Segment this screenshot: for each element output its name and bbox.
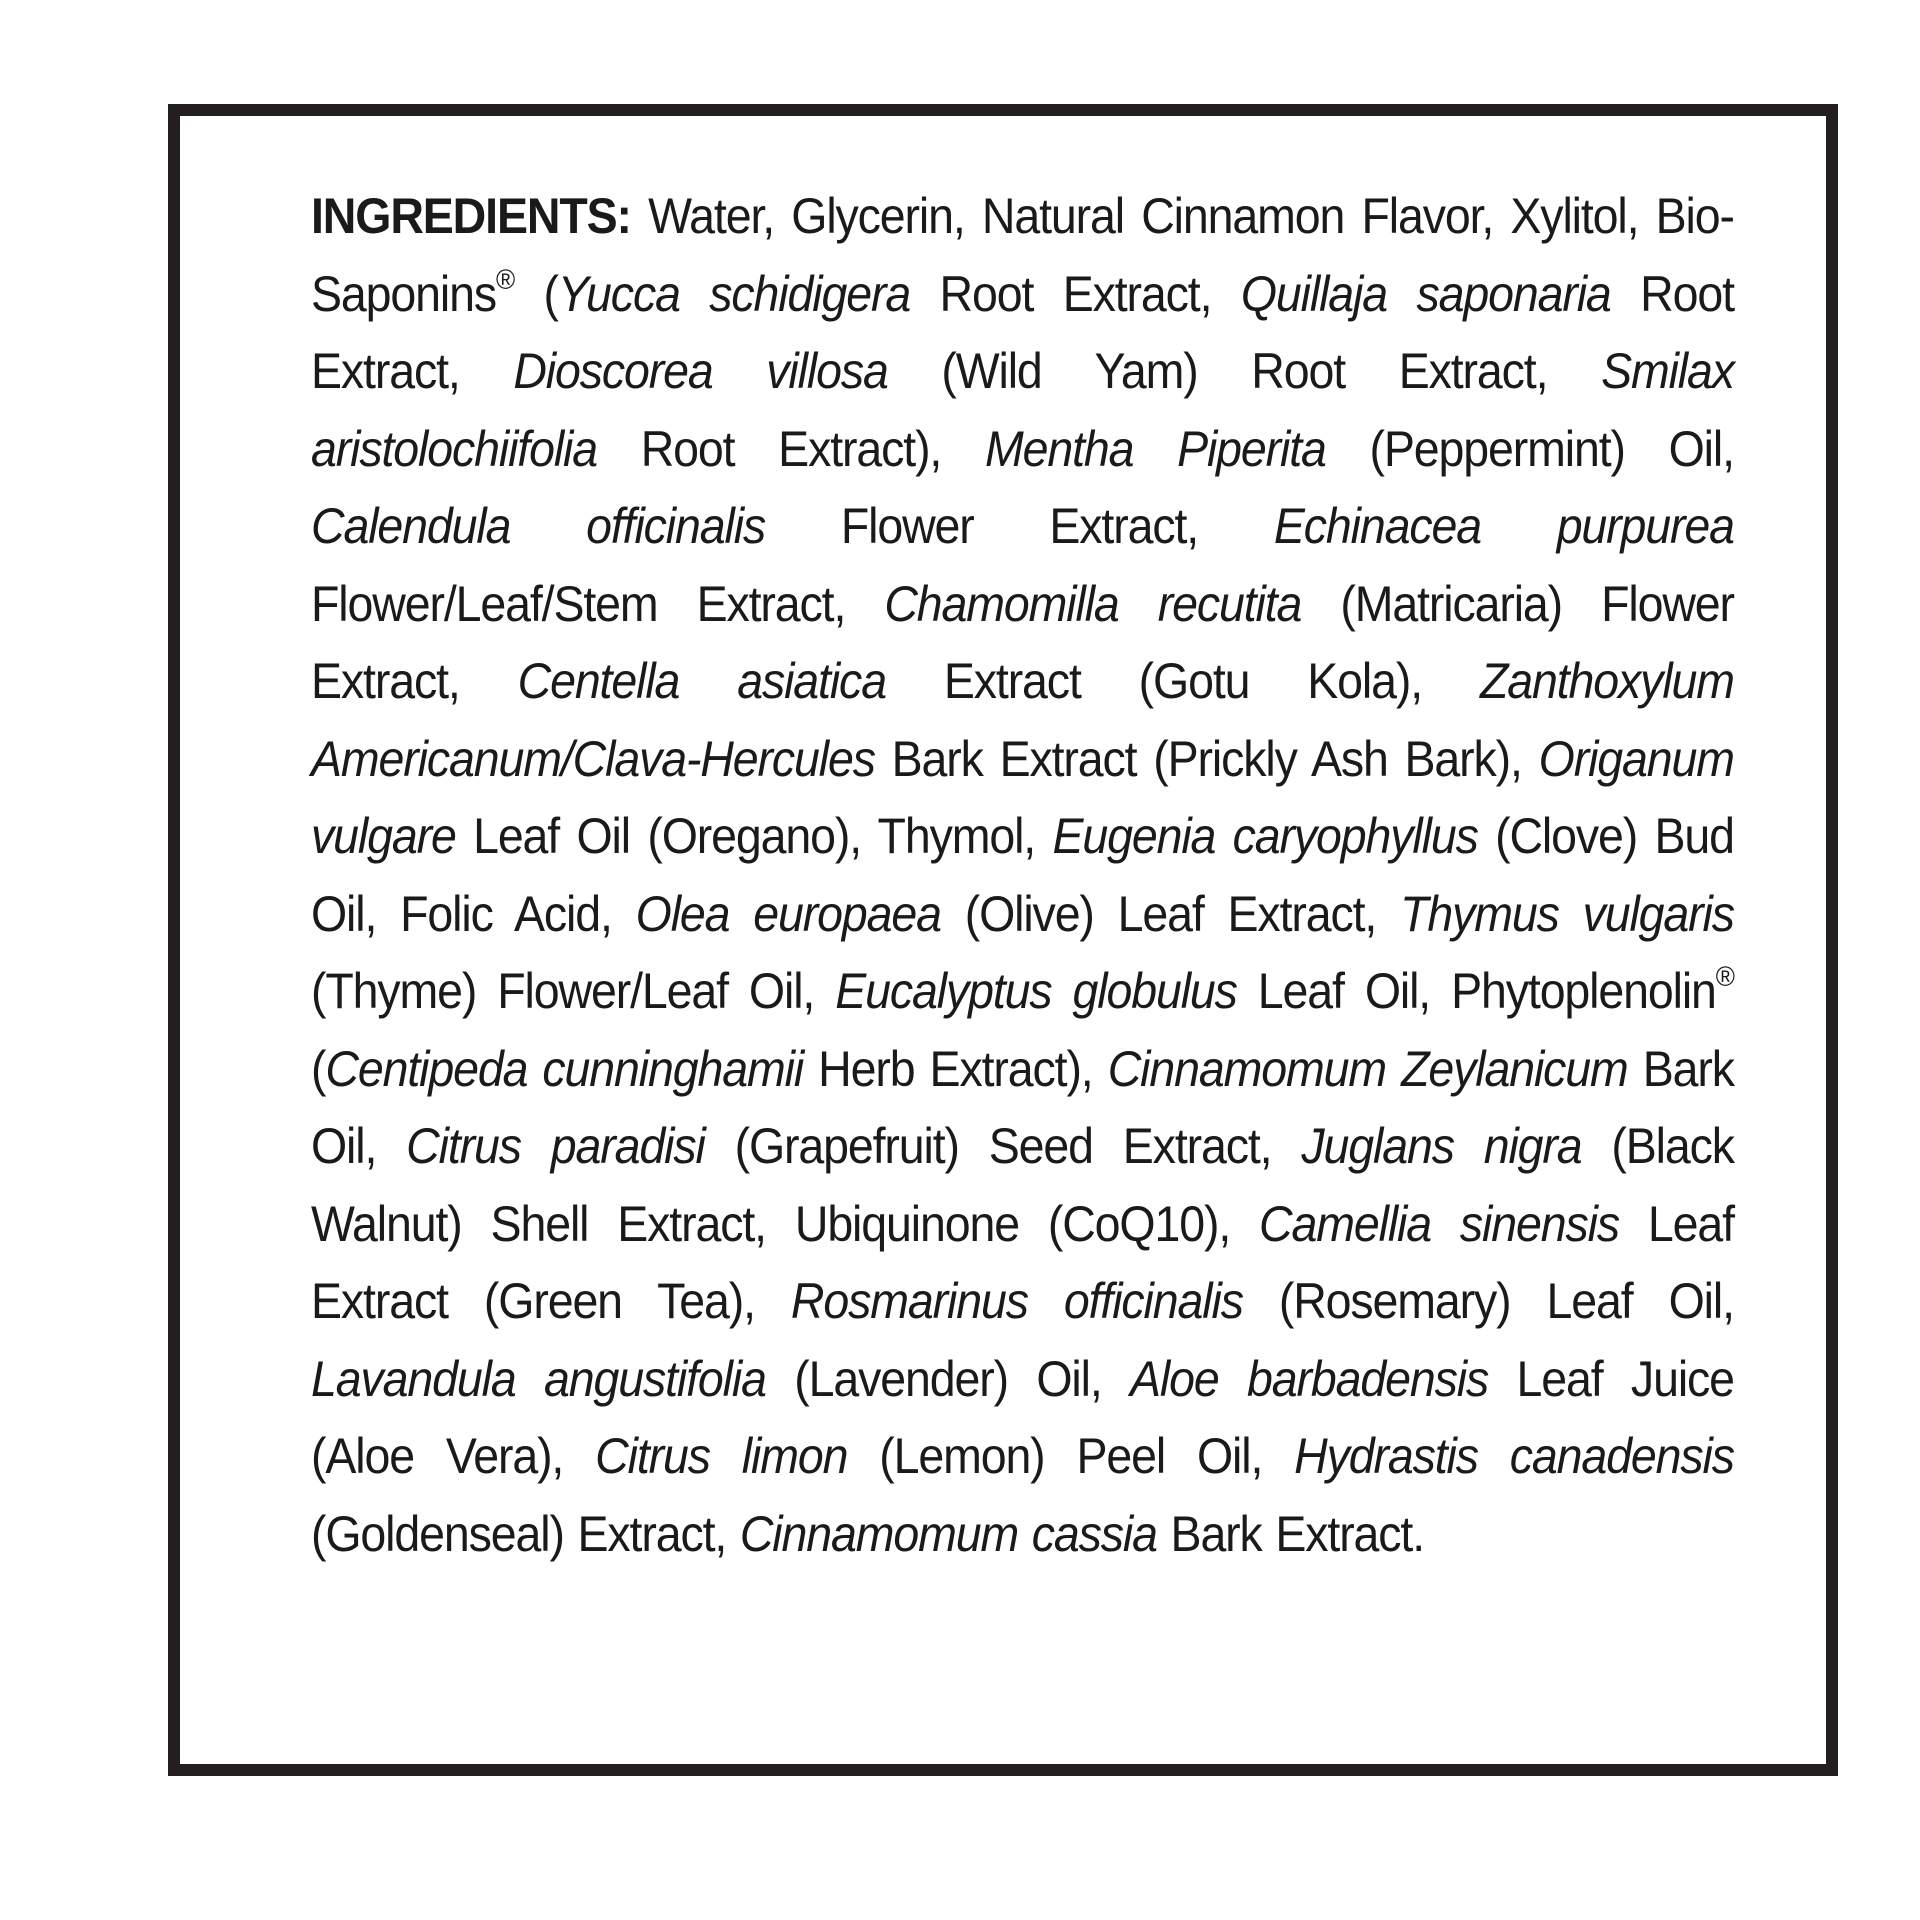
botanical-name: Camellia sinensis <box>1259 1195 1619 1252</box>
ingredients-label-box <box>168 104 1838 1776</box>
ingredient-text: Bark Extract (Prickly Ash Bark), <box>874 730 1539 787</box>
botanical-name: Quillaja saponaria <box>1240 265 1611 322</box>
botanical-name: Echinacea purpurea <box>1273 498 1734 554</box>
botanical-name: Dioscorea villosa <box>513 343 888 399</box>
ingredient-text: Herb Extract), <box>803 1040 1108 1097</box>
botanical-name: Eugenia caryophyllus <box>1052 808 1478 864</box>
botanical-name: Cinnamomum cassia <box>739 1505 1157 1562</box>
ingredient-text: (Matricaria) Flower Extract, <box>311 575 1734 709</box>
ingredients-list <box>311 188 1734 1562</box>
ingredient-text: Leaf Oil, Phytoplenolin <box>1236 963 1716 1019</box>
botanical-name: Eucalyptus globulus <box>835 963 1237 1019</box>
ingredient-text: (Rosemary) Leaf Oil, <box>1242 1273 1734 1329</box>
ingredients-paragraph <box>311 178 1734 1573</box>
ingredients-heading: INGREDIENTS: <box>311 188 631 244</box>
ingredient-text: (Goldenseal) Extract, <box>311 1505 740 1562</box>
ingredient-text: Leaf Oil (Oregano), Thymol, <box>455 808 1053 864</box>
ingredient-text: Bark Extract. <box>1156 1505 1425 1562</box>
botanical-name: Smilax aristolochiifolia <box>311 343 1734 477</box>
botanical-name: Calendula officinalis <box>311 498 766 554</box>
botanical-name: Zanthoxylum Americanum/Clava-Hercules <box>311 653 1734 787</box>
ingredient-text: Flower Extract, <box>765 498 1274 554</box>
ingredient-text: ( <box>514 265 558 322</box>
ingredient-text: Water, Glycerin, Natural Cinnamon Flavor, Xylitol, Bio-Saponins <box>311 188 1734 322</box>
ingredient-text: Root Extract, <box>311 265 1734 399</box>
botanical-name: Rosmarinus officinalis <box>790 1273 1243 1329</box>
botanical-name: Centella asiatica <box>517 653 886 709</box>
botanical-name: Mentha Piperita <box>984 420 1326 477</box>
registered-mark: ® <box>495 263 515 295</box>
botanical-name: Hydrastis canadensis <box>1294 1428 1734 1484</box>
botanical-name: Citrus limon <box>595 1428 848 1484</box>
ingredient-text: Bark Oil, <box>311 1040 1734 1174</box>
ingredient-text: (Clove) Bud Oil, Folic Acid, <box>311 808 1734 942</box>
ingredient-text: (Olive) Leaf Extract, <box>940 885 1401 942</box>
botanical-name: Lavandula angustifolia <box>311 1350 766 1407</box>
botanical-name: Juglans nigra <box>1301 1118 1582 1174</box>
ingredient-text: Root Extract), <box>597 420 985 477</box>
ingredient-text: ( <box>311 1040 326 1097</box>
botanical-name: Chamomilla recutita <box>884 575 1302 632</box>
ingredient-text: Leaf Extract (Green Tea), <box>311 1195 1734 1329</box>
ingredient-text: Root Extract, <box>910 265 1241 322</box>
botanical-name: Yucca schidigera <box>557 265 911 322</box>
botanical-name: Thymus vulgaris <box>1400 885 1734 942</box>
botanical-name: Origanum vulgare <box>311 730 1734 864</box>
ingredient-text: (Wild Yam) Root Extract, <box>887 343 1602 399</box>
ingredient-text: (Lavender) Oil, <box>765 1350 1131 1407</box>
botanical-name: Olea europaea <box>635 885 941 942</box>
ingredient-text: Flower/Leaf/Stem Extract, <box>311 575 885 632</box>
ingredient-text: (Grapefruit) Seed Extract, <box>704 1118 1302 1174</box>
ingredient-text: Extract (Gotu Kola), <box>885 653 1480 709</box>
ingredient-text: (Peppermint) Oil, <box>1325 420 1734 477</box>
botanical-name: Citrus paradisi <box>406 1118 705 1174</box>
botanical-name: Centipeda cunninghamii <box>325 1040 804 1097</box>
ingredient-text: (Black Walnut) Shell Extract, Ubiquinone (CoQ10), <box>311 1118 1734 1252</box>
registered-mark: ® <box>1715 961 1734 993</box>
botanical-name: Aloe barbadensis <box>1130 1350 1489 1407</box>
ingredient-text: (Thyme) Flower/Leaf Oil, <box>311 963 836 1019</box>
ingredient-text: Leaf Juice (Aloe Vera), <box>311 1350 1734 1484</box>
botanical-name: Cinnamomum Zeylanicum <box>1107 1040 1628 1097</box>
ingredient-text: (Lemon) Peel Oil, <box>847 1428 1295 1484</box>
